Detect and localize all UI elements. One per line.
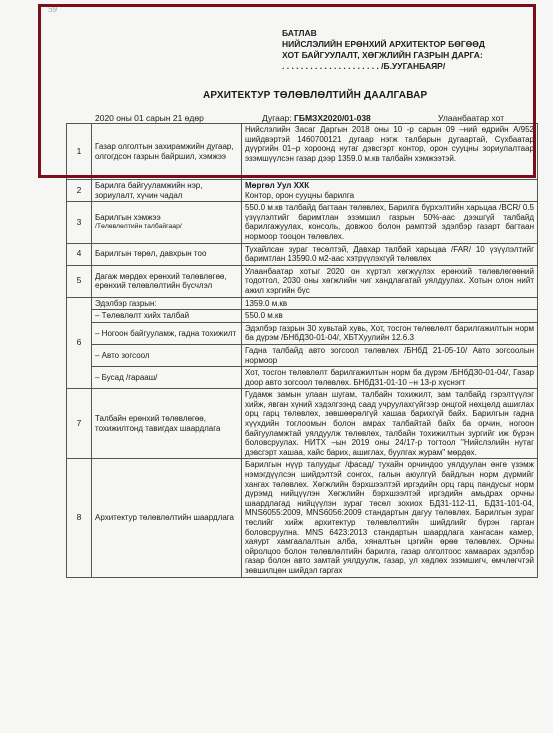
number-value: ГБМЗХ2020/01-038	[294, 113, 371, 123]
row-label: Архитектур төлөвлөлтийн шаардлага	[92, 459, 242, 577]
company-name: Мөргөл Уул ХХК	[245, 181, 310, 190]
table-row	[67, 202, 538, 243]
table-row	[67, 180, 538, 202]
row-value: Барилгын нүүр талуудыг /фасад/ тухайн орчиндоо уялдуулан өнгө үзэмж нэмэгдүүлсэн шийдэлтэй сонгох, галын аюулгүй байдлын норм дүрмийг хангах төлөвлөх. Хөгжлийн бэрхшээлтэй иргэдийн орц гарц пандусыг норм дүрэмд нийцүүлэн Хөгжлийн бэрхшээлтэй иргэдийн амьдрах орчны шаардлагад нийцүүлэн зураг төсөл зохиох БД31-112-11, БД31-101-04, MNS6055:2009, MNS6056:2009 стандартын дагуу төлөвлөх. Барилгын зураг төслийг хийж архитектур төлөвлөлтийн шийдлийг бүрэн гарган боловсруулна. MNS 6423:2013 стандартын шаардлага хангасан камер, хаяурт хамгаалалтын алба, хяналтын цэгийн өрөө төлөвлөх. Орчны ойролцоо болон төлөвлөлтийн барилга, газар олголтоос хамаарах эдэлбэр газар болон авто замтай уялдуулж, газар, ул хөдлөх эзэмшигч, өмчлөгчтэй зөвшилцөн шийдэл гаргах	[242, 459, 538, 577]
sub-row-label: – Ногоон байгууламж, гадна тохижилт	[92, 322, 242, 344]
highlight-frame	[38, 4, 536, 178]
sub-row-value: Гадна талбайд авто зогсоол төлөвлөх /БНбД 21-05-10/ Авто зогсоолын нормоор	[242, 344, 538, 366]
row-value	[242, 180, 538, 202]
row-label: Талбайн ерөнхий төлөвлөгөө, тохижилтонд тавигдах шаардлага	[92, 389, 242, 459]
task-table	[66, 123, 538, 578]
row-number: 4	[67, 243, 92, 265]
row-label: Дагаж мөрдөх ерөнхий төлөвлөгөө, ерөнхий төлөвлөлтийн бүсчлэл	[92, 265, 242, 297]
approval-line-3: . . . . . . . . . . . . . . . . . . . . . /Б.УУГАНБАЯР/	[282, 61, 446, 71]
document-date: 2020 оны 01 сарын 21 өдөр	[95, 113, 204, 123]
number-label: Дугаар:	[262, 113, 292, 123]
sub-row-label: Эдэлбэр газрын:	[92, 297, 242, 310]
sub-row-value: 1359.0 м.кв	[242, 297, 538, 310]
sub-row-value: 550.0 м.кв	[242, 310, 538, 323]
row-label: Барилга байгууламжийн нэр, зориулалт, хүчин чадал	[92, 180, 242, 202]
row-label-note: /Төлөвлөлтийн талбайгаар/	[95, 223, 182, 231]
row-number: 5	[67, 265, 92, 297]
row-value: Нийслэлийн Засаг Даргын 2018 оны 10 -р сарын 09 –ний өдрийн А/952 шийдвэртэй 1460700121 дугаар нэгж талбарын дугаартай, Сүхбаатар дүүргийн 01–р хороонд нутаг дэвсгэрт контор, орон сууцны зориулалтаар эзэмшүүлсэн газар дээр 1359.0 м.кв талбайн хэмжээтэй.	[242, 124, 538, 180]
document-title: АРХИТЕКТУР ТӨЛӨВЛӨЛТИЙН ДААЛГАВАР	[203, 90, 428, 101]
approval-heading: БАТЛАВ	[282, 28, 317, 38]
row-number: 8	[67, 459, 92, 577]
page-stamp: 59	[48, 4, 57, 14]
row-value: Улаанбаатар хотыг 2020 он хүртэл хөгжүүлэх ерөнхий төлөвлөгөөний тодотгол, 2030 оны хөгжлийн чиг хандлагатай уялдуулах. Хотын олон нийт ажил хэргийн бүс	[242, 265, 538, 297]
table-row	[67, 310, 538, 323]
approval-line-2: ХОТ БАЙГУУЛАЛТ, ХӨГЖЛИЙН ГАЗРЫН ДАРГА:	[282, 50, 483, 60]
row-number: 3	[67, 202, 92, 243]
table-row	[67, 243, 538, 265]
row-value: Гудамж замын улаан шугам, талбайн тохижилт, зам талбайд гэрэлтүүлэг хийж, явган хүний хэдэлгээнд саад учруулахгүйгээр онцгой нөхцөлд ашиглах орц гарц төлөвлөх, зөвшөөрөлгүй хашаа барихгүй байх. Барилгын гадна хүүхдийн тоглоомын болон амрах талбайтай байх ба орчин, ногоон байгууламжтай уялдуулж төлөвлөх, талбайн тохижилтын зургийг иж бүрэн боловсруулах. НИТХ –ын 2019 оны 24/17-р тогтоол "Нийслэлийн нутаг дэвсгэрт хашаа, хайс барих, ашиглах, буулгах журам" мөрдөх.	[242, 389, 538, 459]
row-label-main: Барилгын хэмжээ	[95, 212, 161, 222]
row-number: 7	[67, 389, 92, 459]
row-label: Газар олголтын захирамжийн дугаар, олгогдсон газрын байршил, хэмжээ	[92, 124, 242, 180]
sub-row-label: – Бусад /гарааш/	[92, 367, 242, 389]
table-row	[67, 367, 538, 389]
table-row	[67, 265, 538, 297]
document-city: Улаанбаатар хот	[438, 113, 505, 123]
sub-row-label: – Төлөвлөлт хийх талбай	[92, 310, 242, 323]
row-label	[92, 202, 242, 243]
sub-row-label: – Авто зогсоол	[92, 344, 242, 366]
row-number: 1	[67, 124, 92, 180]
approval-line-1: НИЙСЛЭЛИЙН ЕРӨНХИЙ АРХИТЕКТОР БӨГӨӨД	[282, 39, 485, 49]
sub-row-value: Хот, тосгон төлөвлөлт барилгажилтын норм ба дүрэм /БНбДЗ0-01-04/, Газар доор авто зогсоол төлөвлөх. БНбДЗ1-01-10 –н 13-р хүснэгт	[242, 367, 538, 389]
table-row	[67, 297, 538, 310]
row-value: Тухайлсан зураг төсөлтэй, Давхар талбай харьцаа /FAR/ 10 үзүүлэлтийг баримтлан 13590.0 м2-аас хэтрүүлэхгүй төлөвлөх	[242, 243, 538, 265]
row-label: Барилгын төрөл, давхрын тоо	[92, 243, 242, 265]
table-row	[67, 389, 538, 459]
row-value: 550.0 м.кв талбайд багтаан төлөвлөх, Барилга бүрхэлтийн харьцаа /BCR/ 0.5 үзүүлэлтийг баримтлан эзэмшил газрын 50%-аас дээшгүй талбайд барилгажуулах, консоль, довжоо болон рамптэй эдэлбэр газарт багтаан нормоор тооцон төлөвлөх.	[242, 202, 538, 243]
table-row	[67, 344, 538, 366]
table-row	[67, 459, 538, 577]
table-row	[67, 322, 538, 344]
row-number: 2	[67, 180, 92, 202]
row-number: 6	[67, 297, 92, 389]
sub-row-value: Эдэлбэр газрын 30 хувьтай хувь, Хот, тосгон төлөвлөлт барилгажилтын норм ба дүрэм /БНбДЗ0-01-04/, ХБТХуулийн 12.6.3	[242, 322, 538, 344]
building-purpose: Контор, орон сууцны барилга	[245, 190, 355, 200]
